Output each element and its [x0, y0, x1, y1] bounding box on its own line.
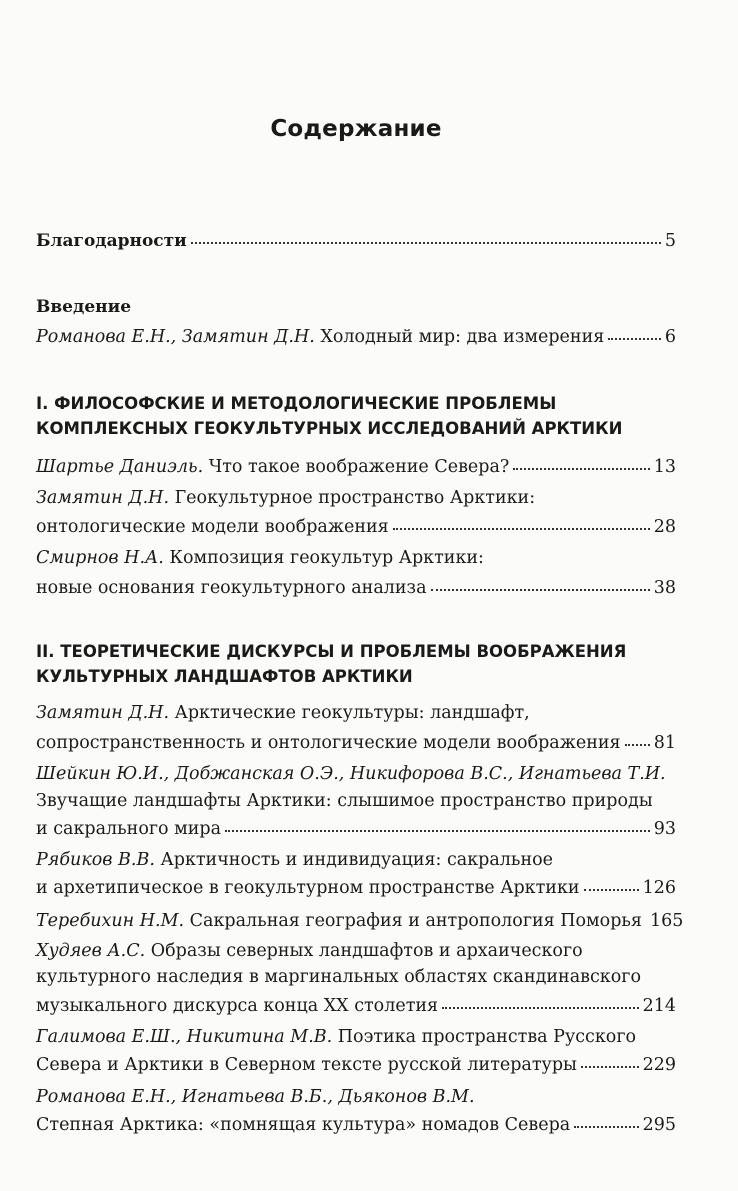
page-title: Содержание: [270, 116, 442, 142]
toc-page: [36, 0, 684, 1191]
toc-entry[interactable]: [36, 571, 676, 601]
entry-authors: Галимова Е.Ш., Никитина М.В.: [36, 1027, 333, 1047]
toc-entry[interactable]: [36, 871, 676, 901]
toc-entry-acknowledgements[interactable]: [36, 224, 676, 254]
entry-title: музыкального дискурса конца XX столетия: [36, 996, 439, 1016]
page-number: 81: [653, 733, 676, 753]
dot-leader: [191, 222, 661, 244]
entry-title: Образы северных ландшафтов и архаического: [150, 941, 583, 961]
toc-entry-title: Благодарности: [36, 231, 187, 251]
dot-leader: [225, 810, 650, 832]
entry-authors: Теребихин Н.М.: [36, 911, 185, 931]
page-number: 295: [642, 1115, 676, 1135]
toc-entry[interactable]: [36, 1048, 676, 1078]
entry-authors: Рябиков В.В.: [36, 850, 155, 870]
entry-title: Севера и Арктики в Северном тексте русской литературы: [36, 1055, 577, 1075]
page-number: 5: [664, 231, 676, 251]
entry-authors: Романова Е.Н., Замятин Д.Н.: [36, 327, 315, 347]
dot-leader: [393, 508, 650, 530]
entry-title: Арктичность и индивидуация: сакральное: [160, 850, 554, 870]
entry-authors: Смирнов Н.А.: [36, 548, 164, 568]
entry-authors: Замятин Д.Н.: [36, 488, 170, 508]
entry-title: Геокультурное пространство Арктики:: [174, 488, 536, 508]
toc-entry-intro[interactable]: [36, 320, 676, 350]
page-number: 28: [653, 517, 676, 537]
dot-leader: [431, 569, 650, 591]
entry-title: Звучащие ландшафты Арктики: слышимое пространство природы: [36, 791, 653, 811]
entry-title: Композиция геокультур Арктики:: [169, 548, 484, 568]
entry-title: Степная Арктика: «помнящая культура» номадов Севера: [36, 1115, 571, 1135]
entry-title: культурного наследия в маргинальных областях скандинавского: [36, 967, 641, 987]
entry-title: новые основания геокультурного анализа: [36, 578, 427, 598]
toc-entry[interactable]: [36, 904, 684, 934]
page-number: 126: [642, 878, 676, 898]
toc-entry[interactable]: [36, 510, 676, 540]
entry-title: Сакральная география и антропология Поморья: [189, 911, 642, 931]
toc-entry[interactable]: [36, 812, 676, 842]
intro-heading: [36, 292, 676, 322]
toc-entry[interactable]: [36, 450, 676, 480]
page-number: 229: [642, 1055, 676, 1075]
dot-leader: [513, 448, 649, 470]
page-number: 165: [649, 911, 684, 931]
entry-title: и архетипическое в геокультурном пространстве Арктики: [36, 878, 580, 898]
entry-title: Арктические геокультуры: ландшафт,: [174, 703, 530, 723]
entry-title: Что такое воображение Севера?: [208, 457, 510, 477]
toc-entry-line[interactable]: [36, 698, 676, 728]
entry-title: и сакрального мира: [36, 819, 222, 839]
dot-leader: [625, 724, 650, 746]
entry-authors: Шартье Даниэль.: [36, 457, 204, 477]
entry-title: онтологические модели воображения: [36, 517, 389, 537]
entry-title: Поэтика пространства Русского: [337, 1027, 637, 1047]
toc-entry[interactable]: [36, 1108, 676, 1138]
toc-entry-line[interactable]: [36, 759, 676, 789]
dot-leader: [442, 987, 639, 1009]
toc-entry[interactable]: [36, 726, 676, 756]
entry-authors: Шейкин Ю.И., Добжанская О.Э., Никифорова В.С., Игнатьева Т.И.: [36, 764, 666, 784]
dot-leader: [574, 1106, 638, 1128]
section-1-heading-line-2: КОМПЛЕКСНЫХ ГЕОКУЛЬТУРНЫХ ИССЛЕДОВАНИЙ АРКТИКИ: [36, 419, 623, 438]
page-number: 38: [653, 578, 676, 598]
dot-leader: [581, 1046, 639, 1068]
entry-authors: Замятин Д.Н.: [36, 703, 170, 723]
section-heading: Введение: [36, 297, 132, 317]
section-2-heading-line-1: II. ТЕОРЕТИЧЕСКИЕ ДИСКУРСЫ И ПРОБЛЕМЫ ВООБРАЖЕНИЯ: [36, 642, 627, 661]
entry-title: сопространственность и онтологические модели воображения: [36, 733, 621, 753]
section-1-heading-line-1: I. ФИЛОСОФСКИЕ И МЕТОДОЛОГИЧЕСКИЕ ПРОБЛЕМЫ: [36, 394, 557, 413]
entry-authors: Худяев А.С.: [36, 941, 146, 961]
toc-entry[interactable]: [36, 989, 676, 1019]
section-2-heading-line-2: КУЛЬТУРНЫХ ЛАНДШАФТОВ АРКТИКИ: [36, 667, 413, 686]
entry-title: Холодный мир: два измерения: [320, 327, 605, 347]
entry-authors: Романова Е.Н., Игнатьева В.Б., Дьяконов В.М.: [36, 1087, 475, 1107]
page-number: 93: [653, 819, 676, 839]
page-number: 6: [664, 327, 676, 347]
page-number: 13: [653, 457, 676, 477]
dot-leader: [584, 869, 639, 891]
page-number: 214: [642, 996, 676, 1016]
dot-leader: [608, 318, 661, 340]
